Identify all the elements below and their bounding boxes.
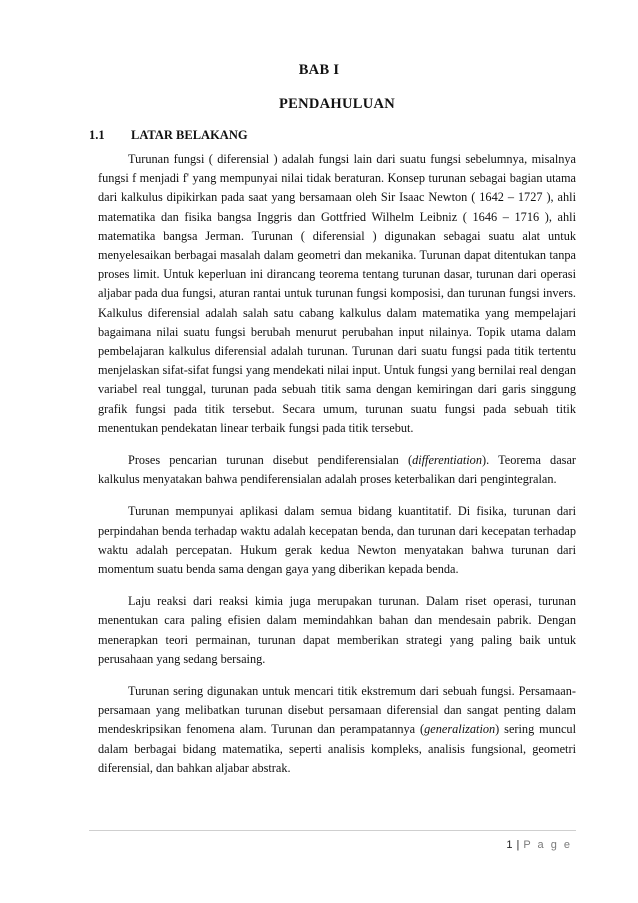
chapter-title: PENDAHULUAN — [278, 96, 396, 112]
paragraph-text: Turunan sering digunakan untuk mencari titik ekstremum dari sebuah fungsi. Persamaan-persamaan yang melibatkan turunan disebut persamaan diferensial dan sangat penting dalam mendeskripsikan fenomena alam. Turunan dan perampatannya ( — [98, 684, 576, 737]
paragraph — [98, 682, 576, 778]
paragraph-text: Laju reaksi dari reaksi kimia juga merupakan turunan. Dalam riset operasi, turunan menentukan cara paling efisien dalam memindahkan bahan dan mendesain pabrik. Dengan menerapkan teori permainan, turunan dapat memberikan strategi yang paling baik untuk perusahaan yang sedang bersaing. — [98, 594, 576, 666]
page-number: 1 — [506, 839, 513, 851]
section-title: LATAR BELAKANG — [131, 128, 248, 142]
section-number: 1.1 — [89, 128, 105, 142]
page-footer — [506, 839, 572, 851]
chapter-label: BAB I — [298, 62, 340, 78]
paragraph-text: Proses pencarian turunan disebut pendiferensialan ( — [128, 453, 413, 468]
paragraph — [98, 592, 576, 669]
section-heading — [89, 128, 248, 143]
paragraph — [98, 150, 576, 438]
paragraph — [98, 451, 576, 489]
paragraph-text: ) sering muncul dalam berbagai bidang matematika, seperti analisis kompleks, analisis fungsional, geometri diferensial, dan bahkan aljabar abstrak. — [98, 722, 576, 775]
page-label: P a g e — [523, 839, 572, 851]
paragraph-text: Turunan fungsi ( diferensial ) adalah fungsi lain dari suatu fungsi sebelumnya, misalnya fungsi f menjadi f' yang mempunyai nilai tidak beraturan. Konsep turunan sebagai bagian utama dari kalkulus dipikirkan pada saat yang bersamaan oleh Sir Isaac Newton ( 1642 – 1727 ), ahli matematika dan fisika bangsa Inggris dan Gottfried Wilhelm Leibniz ( 1646 – 1716 ), ahli matematika bangsa Jerman. Turunan ( diferensial ) digunakan sebagai suatu alat untuk menyelesaikan berbagai masalah dalam geometri dan mekanika. Turunan dapat ditentukan tanpa proses limit. Untuk keperluan ini dirancang teorema tentang turunan dasar, turunan dari operasi aljabar pada dua fungsi, aturan rantai untuk turunan fungsi komposisi, dan turunan fungsi invers. Kalkulus diferensial adalah salah satu cabang kalkulus dalam matematika yang mempelajari bagaimana nilai suatu fungsi berubah menurut perubahan input nilainya. Topik utama dalam pembelajaran kalkulus diferensial adalah turunan. Turunan dari suatu fungsi pada titik tertentu menjelaskan sifat-sifat fungsi yang mendekati nilai input. Untuk fungsi yang bernilai real dengan variabel real tunggal, turunan pada sebuah titik sama dengan kemiringan dari garis singgung grafik fungsi pada titik tersebut. Secara umum, turunan suatu fungsi pada sebuah titik menentukan pendekatan linear terbaik fungsi pada titik tersebut. — [98, 152, 576, 435]
italic-term: generalization — [424, 722, 496, 737]
paragraph-text: ). Teorema dasar kalkulus menyatakan bahwa pendiferensialan adalah proses keterbalikan dari pengintegralan. — [98, 453, 577, 487]
italic-term: differentiation — [412, 453, 482, 468]
footer-divider — [89, 830, 576, 831]
body-text — [98, 150, 576, 791]
footer-separator: | — [516, 839, 520, 851]
paragraph — [98, 502, 576, 579]
paragraph-text: Turunan mempunyai aplikasi dalam semua bidang kuantitatif. Di fisika, turunan dari perpindahan benda terhadap waktu adalah kecepatan benda, dan turunan dari kecepatan terhadap waktu adalah percepatan. Hukum gerak kedua Newton menyatakan bahwa turunan dari momentum suatu benda sama dengan gaya yang diberikan kepada benda. — [98, 504, 576, 577]
